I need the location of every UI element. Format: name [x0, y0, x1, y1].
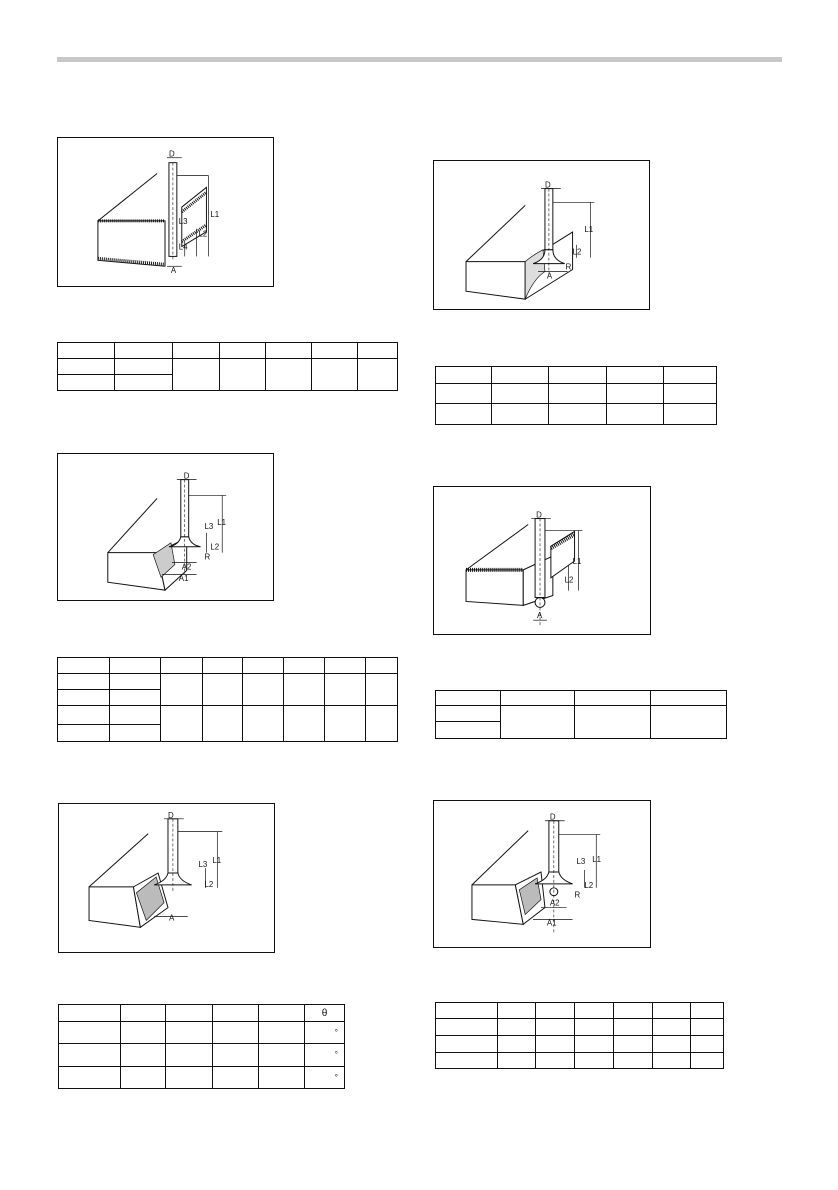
- bit-drawing-2: [434, 161, 649, 309]
- spec-table-4: [435, 690, 727, 739]
- figure-bit-2: [433, 160, 650, 310]
- label-A2: A2: [181, 562, 192, 572]
- label-A: A: [170, 266, 177, 276]
- label-L1: L1: [212, 856, 222, 866]
- label-L2: L2: [204, 879, 214, 889]
- bit-drawing-4: [434, 487, 650, 634]
- figure-bit-3: [57, 453, 274, 601]
- bit-drawing-6: [434, 801, 650, 947]
- label-L3: L3: [576, 857, 586, 867]
- label-D: D: [183, 471, 190, 481]
- spec-table-5: [58, 1004, 345, 1089]
- label-L1: L1: [592, 855, 602, 865]
- label-A1: A1: [178, 574, 189, 584]
- label-D: D: [536, 510, 542, 520]
- degree-cell: °: [334, 1027, 338, 1037]
- label-L1: L1: [572, 556, 582, 566]
- theta-header: θ: [321, 1007, 328, 1019]
- label-L1: L1: [217, 518, 227, 528]
- spec-table-1: [57, 342, 398, 391]
- label-D: D: [168, 149, 175, 159]
- label-L2: L2: [572, 247, 582, 257]
- label-L3: L3: [204, 521, 214, 531]
- header-rule: [57, 57, 782, 62]
- label-D: D: [549, 812, 556, 822]
- label-L2: L2: [210, 542, 220, 552]
- label-L1: L1: [210, 209, 220, 219]
- label-L3: L3: [178, 216, 188, 226]
- label-A: A: [546, 271, 553, 281]
- label-A1: A1: [546, 918, 557, 928]
- label-R: R: [204, 552, 211, 562]
- label-L1: L1: [584, 225, 594, 235]
- label-R: R: [565, 262, 572, 272]
- figure-bit-1: [57, 137, 274, 287]
- label-L3: L3: [198, 860, 208, 870]
- degree-cell: °: [334, 1050, 338, 1059]
- label-A: A: [168, 913, 175, 923]
- label-A: A: [537, 611, 543, 621]
- figure-bit-5: [58, 803, 275, 953]
- label-L4: L4: [178, 242, 188, 252]
- figure-bit-6: [433, 800, 651, 948]
- label-A2: A2: [549, 898, 560, 908]
- bit-drawing-5: [59, 804, 274, 952]
- spec-table-6: [435, 1002, 724, 1069]
- label-L2: L2: [198, 229, 208, 239]
- label-L2: L2: [584, 880, 594, 890]
- spec-table-3: [57, 657, 398, 742]
- label-D: D: [167, 810, 174, 820]
- spec-table-2: [435, 366, 717, 425]
- degree-cell: °: [334, 1072, 338, 1082]
- label-L2: L2: [564, 575, 574, 585]
- label-D: D: [544, 180, 551, 190]
- bit-drawing-1: [58, 138, 273, 286]
- bit-drawing-3: [58, 454, 273, 600]
- label-R: R: [574, 890, 581, 900]
- figure-bit-4: [433, 486, 651, 635]
